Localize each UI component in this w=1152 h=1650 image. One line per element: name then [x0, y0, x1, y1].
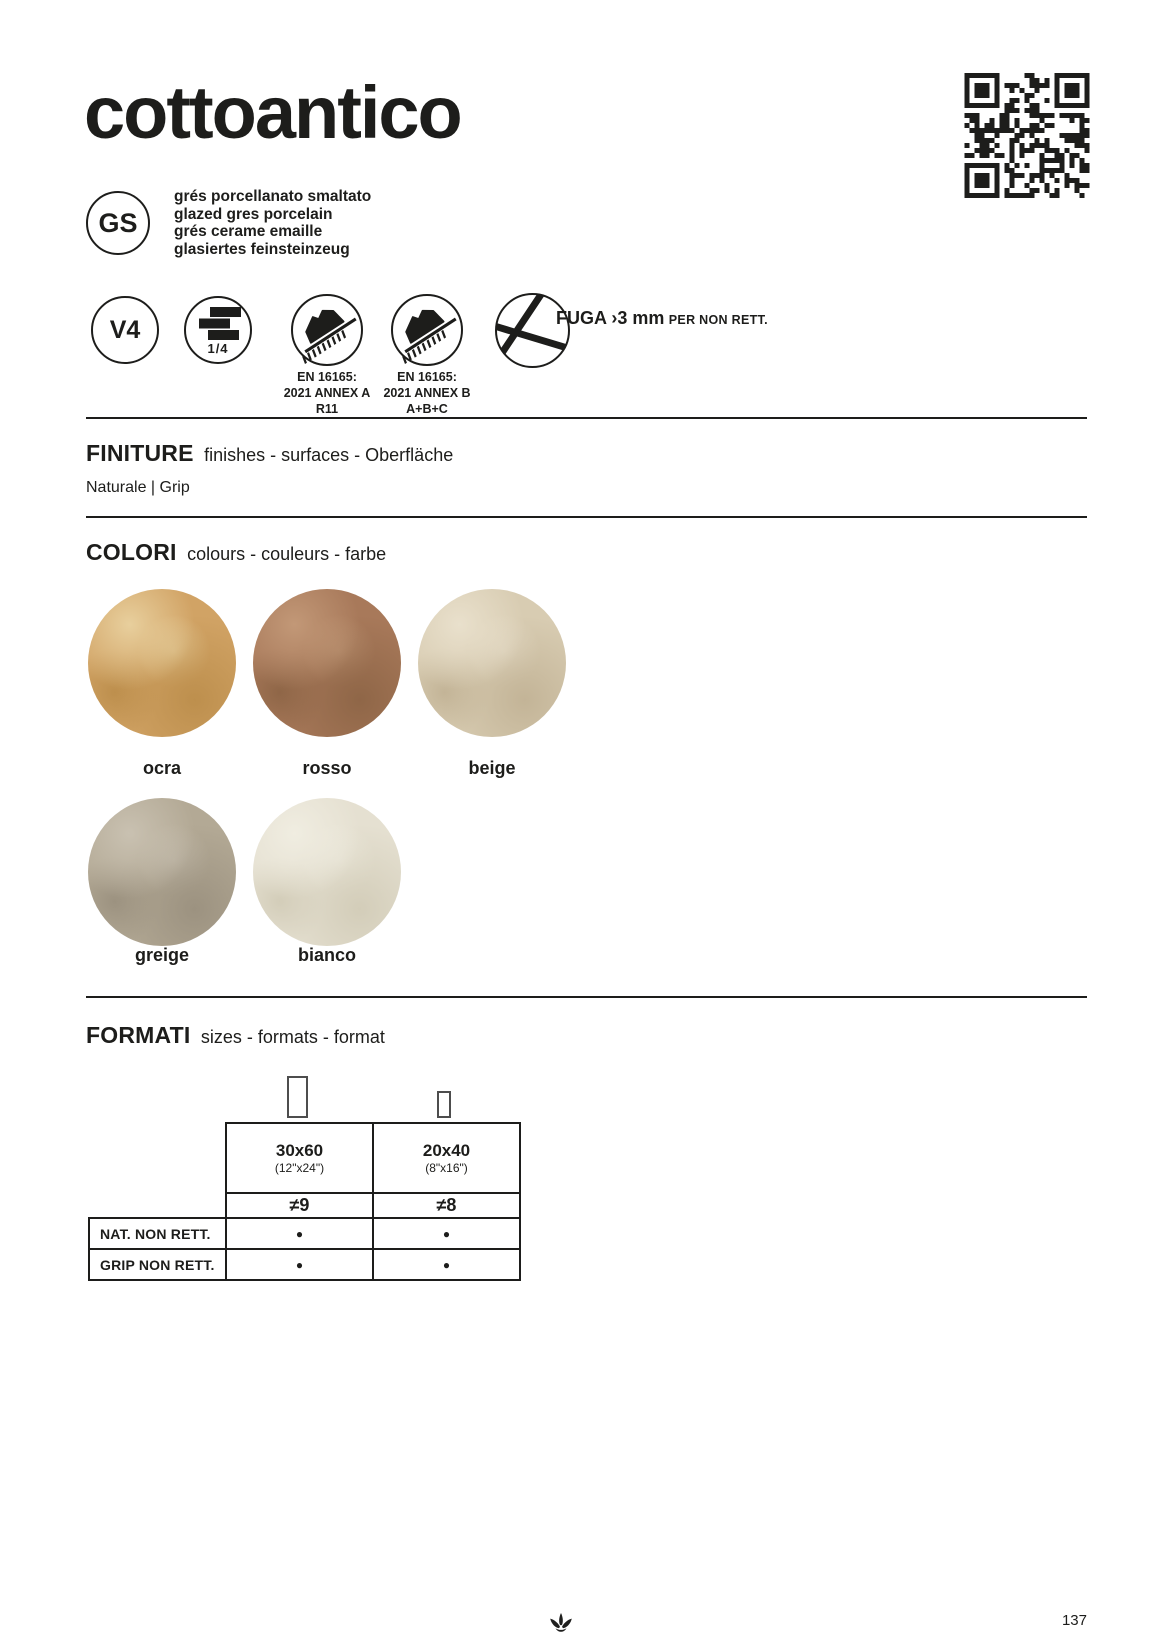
divider	[86, 417, 1087, 419]
swatch-label: bianco	[297, 945, 356, 965]
brand-leaf-logo-icon	[549, 1613, 573, 1639]
finiture-title: FINITURE	[86, 440, 194, 466]
slip-b-line2: 2021 ANNEX B	[383, 386, 471, 400]
slip-b-line1: EN 16165:	[397, 370, 457, 384]
availability-dot: ●	[226, 1218, 373, 1249]
formats-table	[88, 1122, 521, 1281]
format-column-20x40	[373, 1123, 520, 1193]
thickness-cell: ≠8	[373, 1193, 520, 1218]
swatch-label: beige	[468, 758, 516, 778]
table-blank-cell	[89, 1123, 226, 1193]
formati-title: FORMATI	[86, 1022, 191, 1048]
fuga-main-text: FUGA ›3 mm	[556, 308, 665, 328]
tile-shape-icon-30x60	[287, 1076, 308, 1118]
shoe-ramp-icon	[393, 296, 461, 364]
color-swatch-greige	[88, 798, 236, 946]
color-swatch-rosso	[253, 589, 401, 737]
table-blank-cell	[89, 1193, 226, 1218]
page-title: cottoantico	[84, 71, 461, 154]
color-swatch-beige	[418, 589, 566, 737]
format-inches: (12"x24")	[274, 1161, 325, 1175]
slip-a-line2: 2021 ANNEX A	[283, 386, 371, 400]
offset-fraction-label: 1/4	[207, 341, 229, 356]
material-descriptions	[174, 188, 371, 258]
page-number: 137	[1061, 1612, 1087, 1629]
material-line-it: grés porcellanato smaltato	[174, 188, 372, 205]
slip-a-line3: R11	[315, 402, 339, 416]
qr-code-icon	[963, 73, 1091, 198]
color-swatch-bianco	[253, 798, 401, 946]
divider	[86, 516, 1087, 518]
tile-joint-icon	[494, 292, 571, 369]
shoe-ramp-icon	[293, 296, 361, 364]
formati-heading	[86, 1022, 385, 1049]
color-swatch-ocra	[88, 589, 236, 737]
colori-subtitle: colours - couleurs - farbe	[187, 544, 387, 564]
format-size: 20x40	[422, 1141, 471, 1160]
format-column-30x60	[226, 1123, 373, 1193]
joint-cross-icon	[494, 292, 571, 369]
slip-b-line3: A+B+C	[406, 402, 448, 416]
fuga-small-text: PER NON RETT.	[668, 313, 768, 327]
gs-badge-icon: GS	[86, 191, 150, 255]
fuga-note	[556, 308, 768, 329]
material-type-block	[86, 188, 371, 258]
tile-shape-icon-20x40	[437, 1091, 451, 1118]
shade-variation-badge: V4	[91, 296, 159, 364]
format-inches: (8"x16")	[425, 1161, 468, 1175]
swatch-label: greige	[134, 945, 190, 965]
slip-resistance-icon-b	[391, 294, 463, 366]
slip-resistance-icon-a	[291, 294, 363, 366]
slip-a-line1: EN 16165:	[297, 370, 357, 384]
colori-title: COLORI	[86, 539, 177, 565]
swatch-label: rosso	[302, 758, 352, 778]
slip-rating-b-label	[357, 369, 497, 417]
finish-row-label: GRIP NON RETT.	[89, 1249, 226, 1280]
availability-dot: ●	[373, 1249, 520, 1280]
brick-offset-icon	[184, 296, 252, 364]
thickness-cell: ≠9	[226, 1193, 373, 1218]
format-size: 30x60	[275, 1141, 324, 1160]
divider	[86, 996, 1087, 998]
formati-subtitle: sizes - formats - format	[200, 1027, 385, 1047]
material-line-de: glasiertes feinsteinzeug	[174, 240, 350, 258]
finiture-heading	[86, 440, 453, 467]
swatch-label: ocra	[142, 758, 182, 778]
availability-dot: ●	[226, 1249, 373, 1280]
material-line-fr: grés cerame emaille	[174, 223, 323, 240]
material-line-en: glazed gres porcelain	[174, 205, 333, 223]
colori-heading	[86, 539, 386, 566]
finiture-subtitle: finishes - surfaces - Oberfläche	[204, 445, 454, 465]
finishes-value: Naturale | Grip	[86, 479, 190, 496]
availability-dot: ●	[373, 1218, 520, 1249]
finish-row-label: NAT. NON RETT.	[89, 1218, 226, 1249]
